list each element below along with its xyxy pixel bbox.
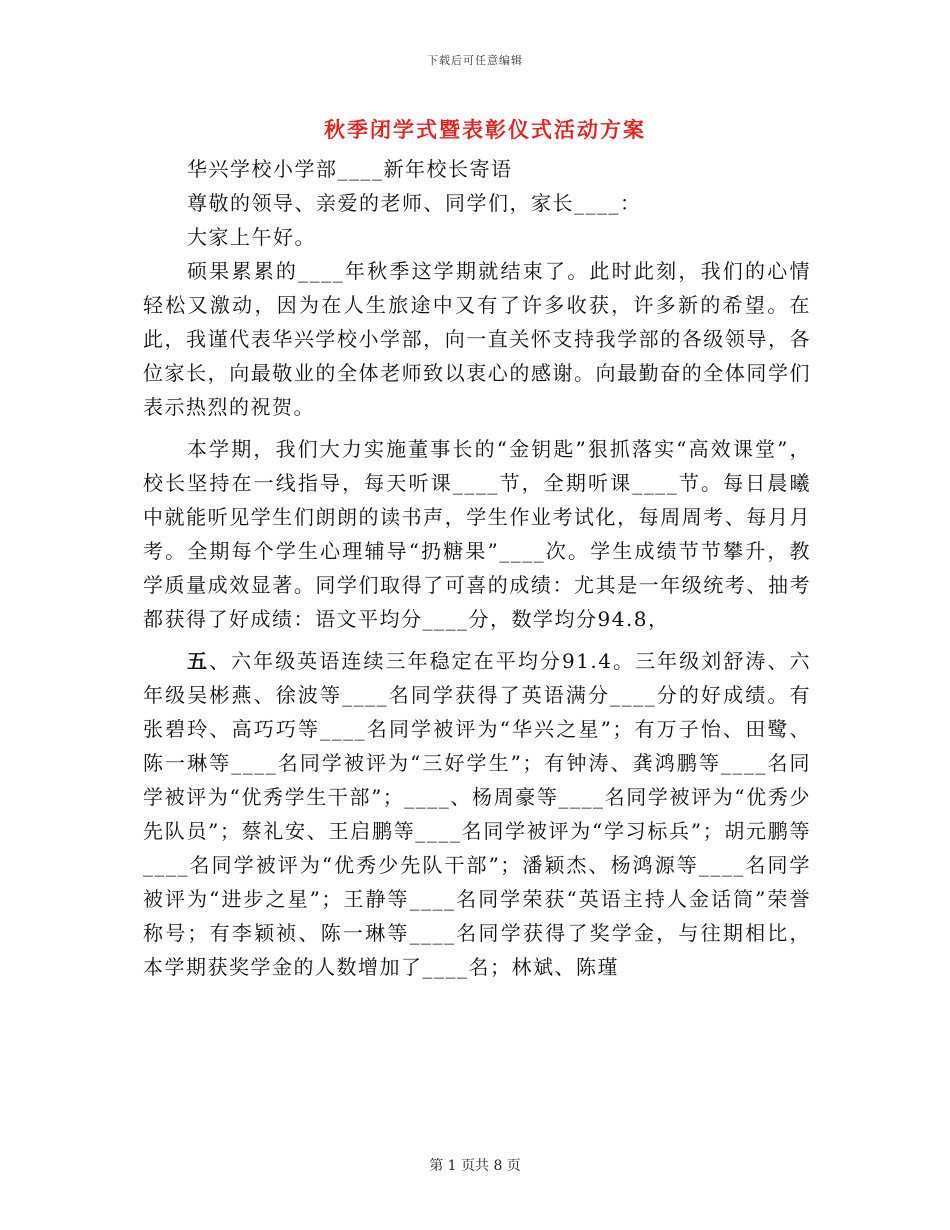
paragraph-greeting: 大家上午好。 <box>187 225 316 249</box>
paragraph-awards-lead: 五 <box>187 649 210 673</box>
document-title: 秋季闭学式暨表彰仪式活动方案 <box>324 117 646 142</box>
paragraph-intro: 硕果累累的____年秋季这学期就结束了。此时此刻，我们的心情轻松又激动，因为在人生旅途中又有了许多收获，许多新的希望。在此，我谨代表华兴学校小学部，向一直关怀支持我学部的各级领导，各位家长，向最敬业的全体老师致以衷心的感谢。向最勤奋的全体同学们表示热烈的祝贺。 <box>143 259 811 419</box>
paragraph-awards-text: 、六年级英语连续三年稳定在平均分91.4。三年级刘舒涛、六年级吴彬燕、徐波等____名同学获得了英语满分____分的好成绩。有张碧玲、高巧巧等____名同学被评为“华兴之星”；有万子怡、田鹭、陈一琳等____名同学被评为“三好学生”；有钟涛、龚鸿鹏等____名同学被评为“优秀学生干部”；____、杨周豪等____名同学被评为“优秀少先队员”；蔡礼安、王启鹏等____名同学被评为“学习标兵”；胡元鹏等____名同学被评为“优秀少先队干部”；潘颖杰、杨鸿源等____名同学被评为“进步之星”；王静等____名同学荣获“英语主持人金话筒”荣誉称号；有李颖祯、陈一琳等____名同学获得了奖学金，与往期相比，本学期获奖学金的人数增加了____名；林斌、陈瑾 <box>143 649 812 979</box>
page-number: 第 1 页共 8 页 <box>429 1158 521 1174</box>
document-body <box>143 152 811 984</box>
header-note: 下载后可任意编辑 <box>427 54 523 67</box>
paragraph-awards <box>143 644 811 984</box>
paragraph-heading: 华兴学校小学部____新年校长寄语 <box>187 157 513 181</box>
paragraph-semester: 本学期，我们大力实施董事长的“金钥匙”狠抓落实“高效课堂”，校长坚持在一线指导，每天听课____节，全期听课____节。每日晨曦中就能听见学生们朗朗的读书声，学生作业考试化，每周周考、每月月考。全期每个学生心理辅导“扔糖果”____次。学生成绩节节攀升，教学质量成效显著。同学们取得了可喜的成绩：尤其是一年级统考、抽考都获得了好成绩：语文平均分____分，数学均分94.8， <box>143 437 811 631</box>
paragraph-salutation: 尊敬的领导、亲爱的老师、同学们，家长____： <box>187 191 642 215</box>
